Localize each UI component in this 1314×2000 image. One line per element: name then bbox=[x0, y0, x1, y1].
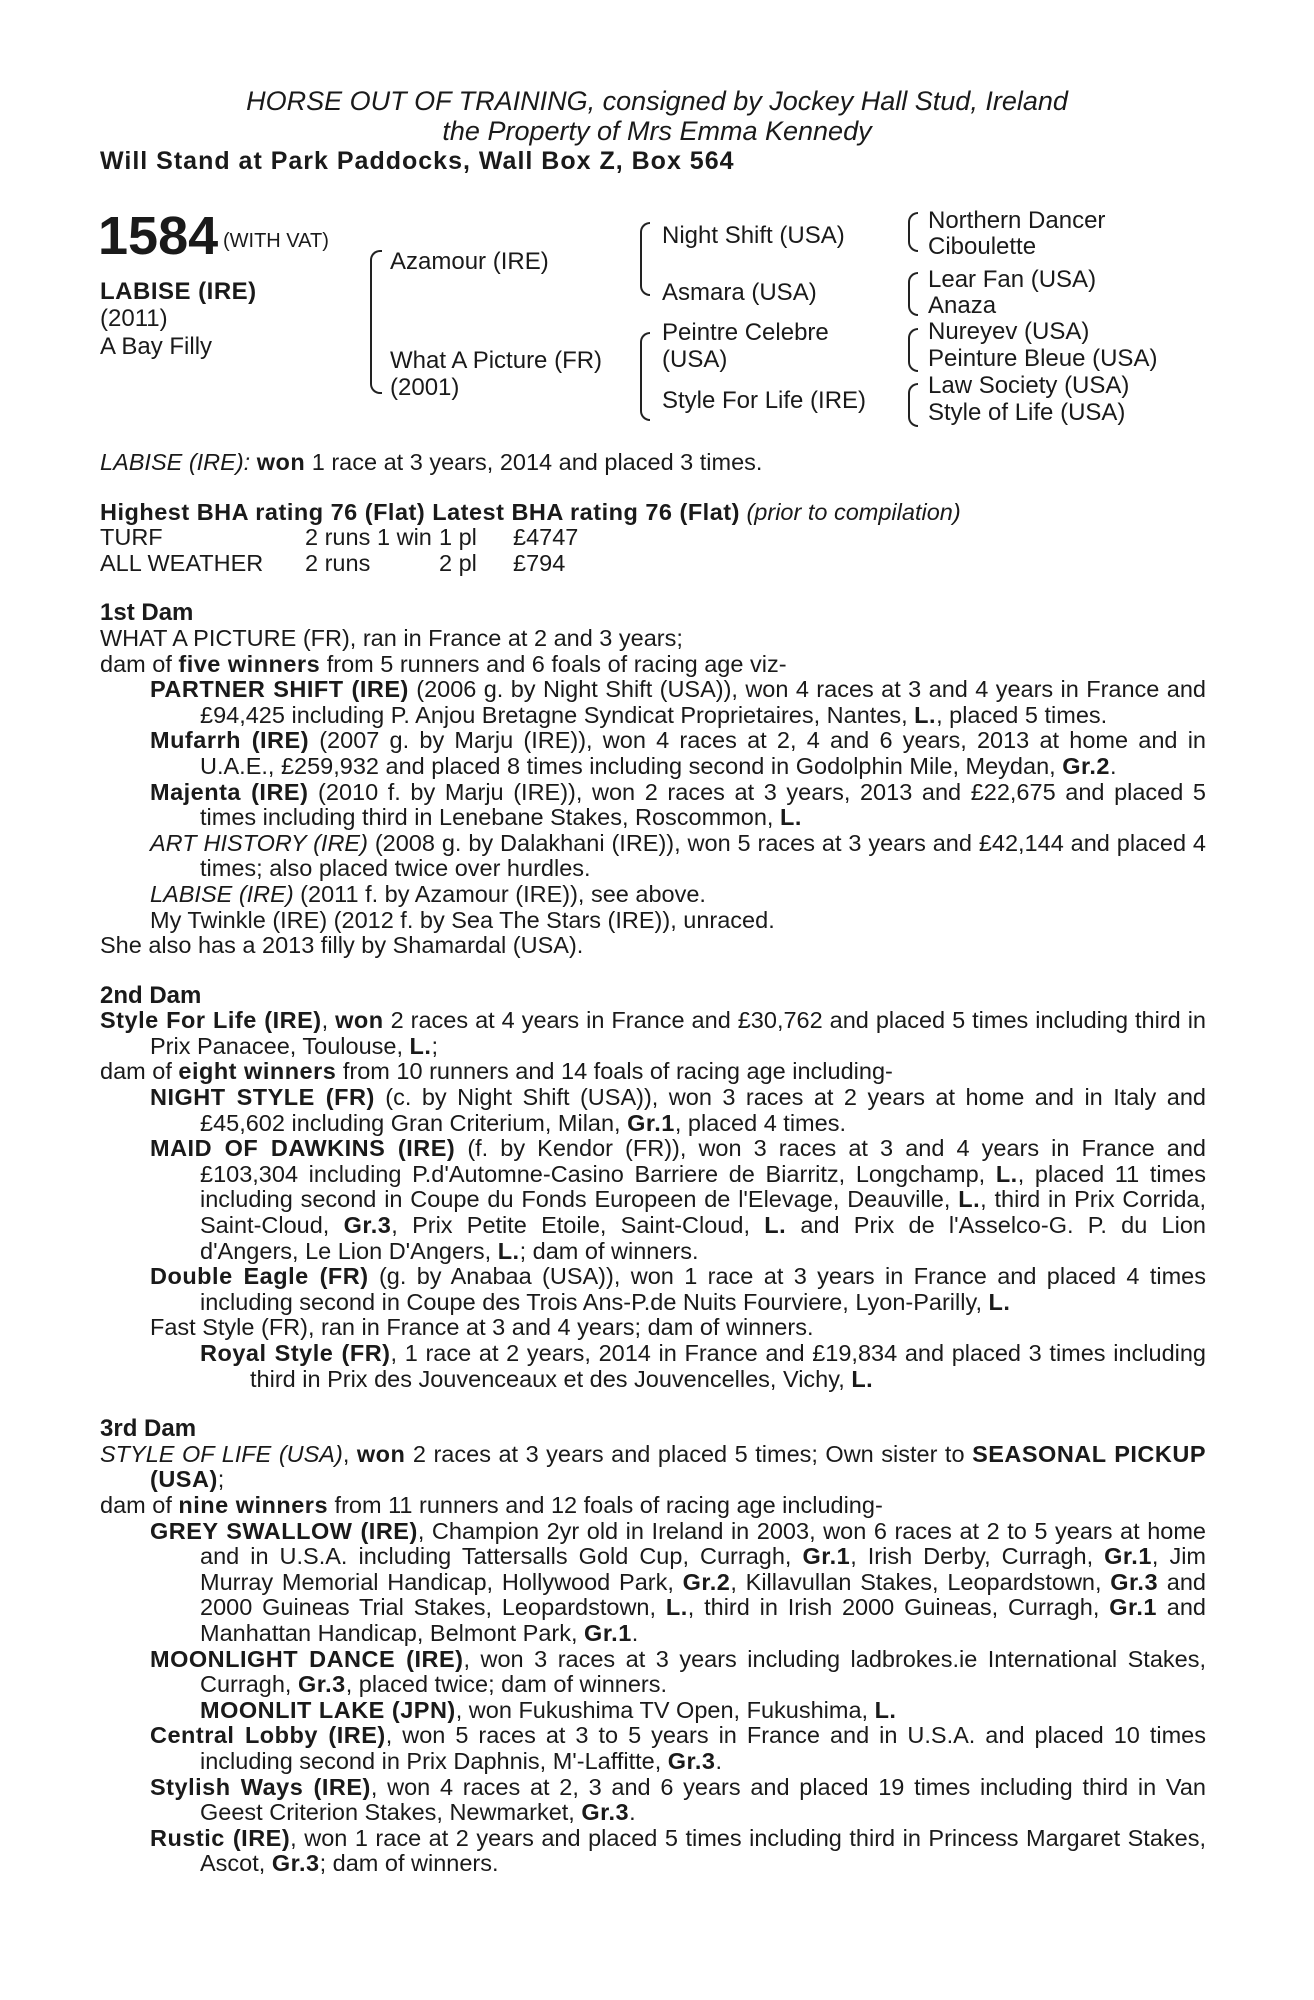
ratings-row-turf: TURF 2 runs 1 win 1 pl £4747 bbox=[100, 524, 579, 551]
pedigree-gen3-8: Style of Life (USA) bbox=[928, 399, 1126, 426]
third-dam-entry: Stylish Ways (IRE), won 4 races at 2, 3 and 6 years and placed 19 times including third in Van Geest Criterion Stakes, Newmarket, Gr.3. bbox=[150, 1773, 1206, 1826]
pedigree-dam: What A Picture (FR) bbox=[390, 347, 603, 374]
first-dam-footnote: She also has a 2013 filly by Shamardal (USA). bbox=[100, 932, 584, 959]
pedigree-gen3-4: Anaza bbox=[928, 292, 997, 319]
owner-line: the Property of Mrs Emma Kennedy bbox=[442, 116, 872, 146]
first-dam-entry: My Twinkle (IRE) (2012 f. by Sea The Stars (IRE)), unraced. bbox=[150, 906, 775, 933]
third-dam-entry: GREY SWALLOW (IRE), Champion 2yr old in Ireland in 2003, won 6 races at 2 to 5 years at home and in U.S.A. including Tattersalls Gold Cup, Curragh, Gr.1, Irish Derby, Curragh, Gr.1, Jim Murray Memorial Handicap, Hollywood Park, Gr.2, Killavullan Stakes, Leopardstown, Gr.3 and 2000 Guineas Trial Stakes, Leopardstown, L., third in Irish 2000 Guineas, Curragh, Gr.1 and Manhattan Handicap, Belmont Park, Gr.1. bbox=[150, 1517, 1206, 1646]
second-dam-entry: Double Eagle (FR) (g. by Anabaa (USA)), won 1 race at 3 years in France and placed 4 times including second in Coupe des Trois Ans-P.de Nuits Fourviere, Lyon-Parilly, L. bbox=[150, 1263, 1206, 1315]
consignor-line: HORSE OUT OF TRAINING, consigned by Jockey Hall Stud, Ireland bbox=[246, 86, 1068, 116]
second-dam-grandchild: Royal Style (FR), 1 race at 2 years, 2014 in France and £19,834 and placed 3 times including third in Prix des Jouvenceaux et des Jouvencelles, Vichy, L. bbox=[200, 1340, 1206, 1392]
second-dam-entry: NIGHT STYLE (FR) (c. by Night Shift (USA)), won 3 races at 2 years at home and in Italy and £45,602 including Gran Criterium, Milan, Gr.1, placed 4 times. bbox=[150, 1084, 1206, 1136]
horse-description: A Bay Filly bbox=[100, 333, 213, 360]
first-dam-entry: Mufarrh (IRE) (2007 g. by Marju (IRE)), won 4 races at 2, 4 and 6 years, 2013 at home and in U.A.E., £259,932 and placed 8 times including second in Godolphin Mile, Meydan, Gr.2. bbox=[150, 727, 1206, 779]
pedigree-brace-dam bbox=[640, 332, 650, 421]
pedigree-gen3-5: Nureyev (USA) bbox=[928, 318, 1090, 345]
third-dam-entry: MOONLIGHT DANCE (IRE), won 3 races at 3 years including ladbrokes.ie International Stakes, Curragh, Gr.3, placed twice; dam of winners. bbox=[150, 1645, 1206, 1698]
pedigree-gen3-3: Lear Fan (USA) bbox=[928, 266, 1097, 293]
ratings-line: Highest BHA rating 76 (Flat) Latest BHA rating 76 (Flat) (prior to compilation) bbox=[100, 498, 961, 525]
pedigree-dam-year: (2001) bbox=[390, 374, 460, 401]
stand-location: Will Stand at Park Paddocks, Wall Box Z, Box 564 bbox=[100, 147, 735, 175]
second-dam-entry: Fast Style (FR), ran in France at 3 and 4 years; dam of winners. bbox=[150, 1314, 814, 1341]
pedigree-dam-sire: Peintre Celebre bbox=[662, 319, 829, 346]
race-summary: LABISE (IRE): won 1 race at 3 years, 2014 and placed 3 times. bbox=[100, 449, 763, 475]
first-dam-produce: dam of five winners from 5 runners and 6 foals of racing age viz- bbox=[100, 650, 787, 677]
first-dam-entry: PARTNER SHIFT (IRE) (2006 g. by Night Shift (USA)), won 4 races at 3 and 4 years in France and £94,425 including P. Anjou Bretagne Syndicat Proprietaires, Nantes, L., placed 5 times. bbox=[150, 676, 1206, 728]
pedigree-dam-dam: Style For Life (IRE) bbox=[662, 387, 867, 414]
third-dam-grandchild: MOONLIT LAKE (JPN), won Fukushima TV Open, Fukushima, L. bbox=[200, 1696, 897, 1723]
pedigree-gen3-7: Law Society (USA) bbox=[928, 372, 1130, 399]
first-dam-entry: LABISE (IRE) (2011 f. by Azamour (IRE)), see above. bbox=[150, 880, 706, 907]
first-dam-entry: ART HISTORY (IRE) (2008 g. by Dalakhani (IRE)), won 5 races at 3 years and £42,144 and placed 4 times; also placed twice over hurdles. bbox=[150, 829, 1206, 882]
pedigree-brace-sd bbox=[908, 272, 918, 316]
third-dam-entry: Rustic (IRE), won 1 race at 2 years and placed 5 times including third in Princess Margaret Stakes, Ascot, Gr.3; dam of winners. bbox=[150, 1824, 1206, 1877]
first-dam-intro: WHAT A PICTURE (FR), ran in France at 2 and 3 years; bbox=[100, 624, 683, 651]
pedigree-gen3-1: Northern Dancer bbox=[928, 207, 1106, 234]
pedigree-gen3-6: Peinture Bleue (USA) bbox=[928, 345, 1158, 372]
pedigree-brace-ss bbox=[908, 212, 918, 252]
first-dam-heading: 1st Dam bbox=[100, 599, 194, 627]
second-dam-produce: dam of eight winners from 10 runners and 14 foals of racing age including- bbox=[100, 1058, 893, 1085]
second-dam-intro: Style For Life (IRE), won 2 races at 4 years in France and £30,762 and placed 5 times including third in Prix Panacee, Toulouse, L.; bbox=[100, 1007, 1206, 1059]
vat-note: (WITH VAT) bbox=[223, 230, 329, 252]
third-dam-heading: 3rd Dam bbox=[100, 1415, 197, 1443]
pedigree-gen3-2: Ciboulette bbox=[928, 233, 1037, 260]
pedigree-brace-ds bbox=[908, 328, 918, 372]
first-dam-entry: Majenta (IRE) (2010 f. by Marju (IRE)), won 2 races at 3 years, 2013 and £22,675 and placed 5 times including third in Lenebane Stakes, Roscommon, L. bbox=[150, 778, 1206, 831]
third-dam-produce: dam of nine winners from 11 runners and 12 foals of racing age including- bbox=[100, 1491, 883, 1518]
horse-name: LABISE (IRE) bbox=[100, 278, 257, 305]
horse-year: (2011) bbox=[100, 305, 168, 332]
pedigree-sire: Azamour (IRE) bbox=[390, 248, 549, 275]
pedigree-brace-sire bbox=[640, 222, 650, 296]
pedigree-dam-sire-country: (USA) bbox=[662, 346, 728, 373]
pedigree-sire-dam: Asmara (USA) bbox=[662, 279, 817, 306]
ratings-row-all-weather: ALL WEATHER 2 runs 2 pl £794 bbox=[100, 549, 566, 576]
catalogue-body bbox=[100, 450, 1206, 1877]
lot-number: 1584 bbox=[98, 206, 219, 266]
third-dam-intro: STYLE OF LIFE (USA), won 2 races at 3 years and placed 5 times; Own sister to SEASONAL PICKUP (USA); bbox=[100, 1440, 1207, 1493]
pedigree-brace-dd bbox=[908, 383, 918, 427]
second-dam-heading: 2nd Dam bbox=[100, 981, 202, 1009]
pedigree-sire-sire: Night Shift (USA) bbox=[662, 222, 845, 249]
third-dam-entry: Central Lobby (IRE), won 5 races at 3 to 5 years in France and in U.S.A. and placed 10 times including second in Prix Daphnis, M'-Laffitte, Gr.3. bbox=[150, 1722, 1206, 1774]
second-dam-entry: MAID OF DAWKINS (IRE) (f. by Kendor (FR)), won 3 races at 3 and 4 years in France and £103,304 including P.d'Automne-Casino Barriere de Biarritz, Longchamp, L., placed 11 times including second in Coupe du Fonds Europeen de l'Elevage, Deauville, L., third in Prix Corrida, Saint-Cloud, Gr.3, Prix Petite Etoile, Saint-Cloud, L. and Prix de l'Asselco-G. P. du Lion d'Angers, Le Lion D'Angers, L.; dam of winners. bbox=[150, 1135, 1207, 1264]
pedigree-brace-gen1 bbox=[370, 250, 382, 394]
